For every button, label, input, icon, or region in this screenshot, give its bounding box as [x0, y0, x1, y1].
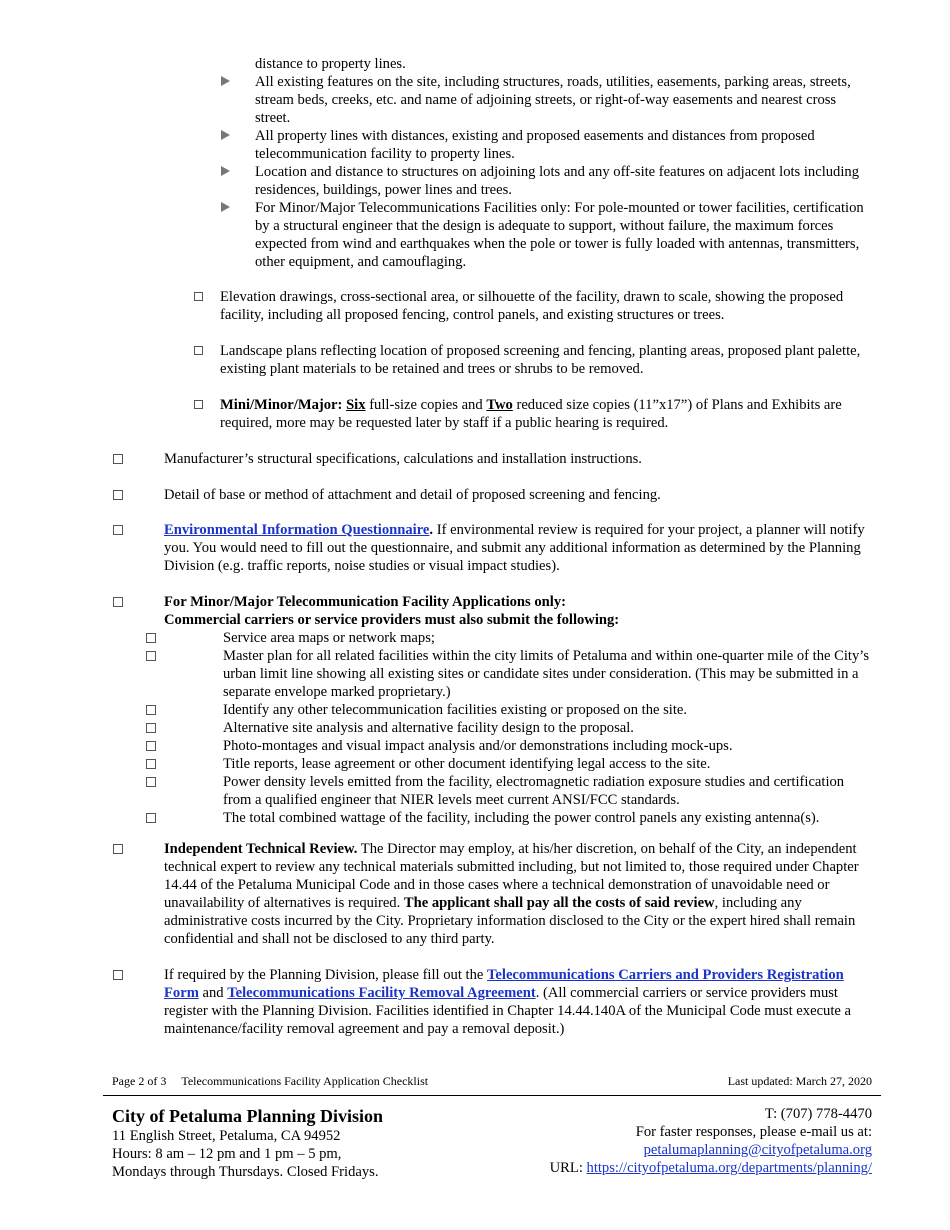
- email-link[interactable]: petalumaplanning@cityofpetaluma.org: [643, 1142, 872, 1158]
- checklist-item-technical-review: Independent Technical Review. The Director may employ, at his/her discretion, on behalf of the City, an independent technical expert to review any technical materials submitted including, but not limited to, those required under Chapter 14.44 of the Petaluma Municipal Code and in those cases where a technical demonstration of unavoidable need or unavailability of alternatives is required. The applicant shall pay all the costs of said review, including any administrative costs incurred by the City. Proprietary information disclosed to the City or the expert hired shall remain confidential and shall not be disclosed to any third party.: [113, 840, 875, 948]
- checkbox[interactable]: [113, 490, 123, 500]
- checklist-item-environmental: Environmental Information Questionnaire. If environmental review is required for your project, a planner will notify you. You would need to fill out the questionnaire, and submit any additional information as determined by the Planning Division (e.g. traffic reports, noise studies or visual impact studies).: [113, 521, 875, 575]
- website-link[interactable]: https://cityofpetaluma.org/departments/planning/: [586, 1160, 872, 1176]
- bullet-item: All property lines with distances, existing and proposed easements and distances from proposed telecommunication facility to property lines.: [221, 127, 871, 163]
- checklist-item-copies: Mini/Minor/Major: Six full-size copies and Two reduced size copies (11”x17”) of Plans and Exhibits are required, more may be requested later by staff if a public hearing is required.: [194, 396, 874, 432]
- contact-address-block: [112, 1105, 383, 1181]
- checkbox[interactable]: [113, 454, 123, 464]
- bullet-item: Location and distance to structures on adjoining lots and any off-site features on adjacent lots including residences, buildings, power lines and trees.: [221, 163, 871, 199]
- footer-divider: [103, 1095, 881, 1096]
- checkbox[interactable]: [194, 346, 203, 355]
- arrow-bullet-icon: [221, 166, 230, 176]
- bullet-item: For Minor/Major Telecommunications Facilities only: For pole-mounted or tower facilities, certification by a structural engineer that the design is adequate to support, without failure, the maximum forces expected from wind and earthquakes when the pole or tower is fully loaded with antennas, transmitters, other equipment, and camouflaging.: [221, 199, 871, 271]
- footer-doc-title: Telecommunications Facility Application Checklist: [181, 1074, 429, 1088]
- checkbox[interactable]: [146, 651, 156, 661]
- checklist-item-registration: If required by the Planning Division, please fill out the Telecommunications Carriers and Providers Registration Form and Telecommunications Facility Removal Agreement. (All commercial carriers or service providers must register with the Planning Division. Facilities identified in Chapter 14.44.140A of the Municipal Code must execute a maintenance/facility removal agreement and pay a removal deposit.): [113, 966, 875, 1038]
- carriers-heading: For Minor/Major Telecommunication Facility Applications only:: [164, 594, 566, 610]
- environmental-questionnaire-link[interactable]: Environmental Information Questionnaire: [164, 522, 430, 538]
- email-note: For faster responses, please e-mail us at:: [635, 1124, 872, 1140]
- days: Mondays through Thursdays. Closed Fridays.: [112, 1164, 379, 1180]
- page-footer: [112, 1072, 872, 1090]
- url-label: URL:: [549, 1160, 587, 1176]
- arrow-bullet-icon: [221, 202, 230, 212]
- checkbox[interactable]: [194, 400, 203, 409]
- plans-detail-bullets: [221, 55, 871, 271]
- list-item: Power density levels emitted from the facility, electromagnetic radiation exposure studies and certification from a qualified engineer that NIER levels meet current ANSI/FCC standards.: [146, 773, 875, 809]
- list-item: Alternative site analysis and alternative facility design to the proposal.: [146, 719, 875, 737]
- removal-agreement-link[interactable]: Telecommunications Facility Removal Agreement: [227, 985, 536, 1001]
- registration-form-link[interactable]: Telecommunications Carriers and Providers Registration Form: [164, 967, 844, 1001]
- checklist-item-landscape: Landscape plans reflecting location of proposed screening and fencing, planting areas, proposed plant palette, existing plant materials to be retained and trees or shrubs to be removed.: [194, 342, 874, 378]
- list-item: Photo-montages and visual impact analysis and/or demonstrations including mock-ups.: [146, 737, 875, 755]
- checkbox[interactable]: [146, 723, 156, 733]
- bullet-continuation: distance to property lines.: [255, 56, 406, 72]
- carriers-checklist: [146, 629, 875, 827]
- checkbox[interactable]: [146, 813, 156, 823]
- checkbox[interactable]: [113, 597, 123, 607]
- phone: T: (707) 778-4470: [764, 1106, 872, 1122]
- checklist-item-elevation: Elevation drawings, cross-sectional area, or silhouette of the facility, drawn to scale, showing the proposed facility, including all proposed fencing, control panels, and existing structures or trees.: [194, 288, 874, 324]
- arrow-bullet-icon: [221, 76, 230, 86]
- contact-info-block: [550, 1105, 872, 1177]
- arrow-bullet-icon: [221, 130, 230, 140]
- checkbox[interactable]: [194, 292, 203, 301]
- list-item: Master plan for all related facilities within the city limits of Petaluma and within one-quarter mile of the City’s urban limit line showing all existing sites or candidate sites under consideration. (This may be submitted in a separate envelope marked proprietary.): [146, 647, 875, 701]
- checkbox[interactable]: [113, 844, 123, 854]
- list-item: Title reports, lease agreement or other document identifying legal access to the site.: [146, 755, 875, 773]
- checklist-item-manufacturer: Manufacturer’s structural specifications, calculations and installation instructions.: [113, 450, 875, 468]
- checklist-item-detail: Detail of base or method of attachment and detail of proposed screening and fencing.: [113, 486, 875, 504]
- checkbox[interactable]: [113, 970, 123, 980]
- list-item: Service area maps or network maps;: [146, 629, 875, 647]
- checkbox[interactable]: [146, 759, 156, 769]
- list-item: Identify any other telecommunication facilities existing or proposed on the site.: [146, 701, 875, 719]
- checkbox[interactable]: [146, 741, 156, 751]
- hours: Hours: 8 am – 12 pm and 1 pm – 5 pm,: [112, 1146, 342, 1162]
- page-number: Page 2 of 3: [112, 1074, 167, 1088]
- checklist-item-carriers: [113, 593, 875, 827]
- checkbox[interactable]: [113, 525, 123, 535]
- carriers-subheading: Commercial carriers or service providers must also submit the following:: [164, 612, 620, 628]
- checkbox[interactable]: [146, 777, 156, 787]
- address: 11 English Street, Petaluma, CA 94952: [112, 1128, 341, 1144]
- checkbox[interactable]: [146, 705, 156, 715]
- bullet-item: All existing features on the site, including structures, roads, utilities, easements, parking areas, streets, stream beds, creeks, etc. and name of adjoining streets, or right-of-way easements and nearest cross street.: [221, 73, 871, 127]
- list-item: The total combined wattage of the facility, including the power control panels any existing antenna(s).: [146, 809, 875, 827]
- org-name: City of Petaluma Planning Division: [112, 1106, 384, 1126]
- checkbox[interactable]: [146, 633, 156, 643]
- last-updated: Last updated: March 27, 2020: [727, 1074, 872, 1088]
